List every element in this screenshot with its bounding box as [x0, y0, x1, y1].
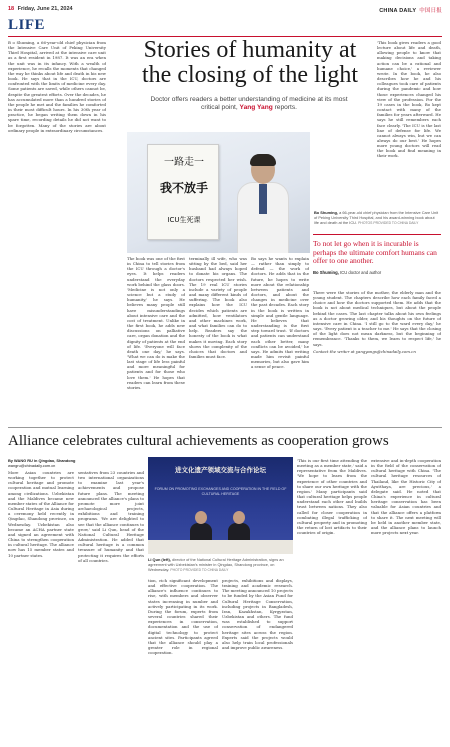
feature-column-6	[377, 40, 441, 208]
contact-label: Contact the writer at	[313, 348, 355, 354]
page-info	[8, 6, 73, 12]
second-column-1	[8, 470, 74, 740]
page-number: 18	[8, 6, 15, 12]
quote-attribution	[313, 270, 441, 275]
deck-suffix: reports.	[274, 104, 297, 111]
second-column-3	[148, 578, 218, 740]
second-column-5	[297, 458, 367, 740]
feature-column-3	[127, 256, 185, 424]
byline-text: By WANG RU in Qingdao, Shandong	[8, 458, 76, 463]
deck-author: Yang Yang	[239, 104, 273, 111]
quote-role: ICU doctor and author	[340, 269, 382, 275]
article-divider	[8, 427, 442, 428]
book-cover-line-2: 我不放手	[159, 181, 208, 195]
feature-col5-text: Bo says he wants to explain — rather than simply to defend — the work of doctors. He adds that in the future, he hopes to write more about the relationship between patients and doctors, and about the changes in medicine over the past decades. Each story in the book is written in simple and gentle language. He believes that understanding is the first step toward trust. 'If doctors and patients can understand each other better, many conflicts can be avoided,' he says. He admits that writing made him revisit painful memories, but also gave him a sense of peace.	[251, 256, 309, 370]
second-col5-text: 'This is our first time attending the meeting as a member state,' said a representative from the Maldives. 'We hope to learn from the experience of other countries and to share our own heritage with the region.' Many participants said that cultural heritage helps people understand each other and builds trust between nations. They also called for closer cooperation in combating illegal trafficking of cultural property and in promoting the return of lost artifacts to their countries of origin.	[297, 458, 367, 536]
caption2-text: director of the National Cultural Heritage Administration, signs an agreement with Uzbekistan's minister in Qingdao, Shandong province, on Wednesday.	[148, 557, 284, 572]
second-col2-text: sentatives from 23 countries and two international organizations to examine last year's achievements and propose future plans. The meeting announced the alliance's plans to promote more joint archaeological projects, exhibitions and training programs. 'We are delighted to see that the alliance continues to grow,' said Li Qun, head of the National Cultural Heritage Administration. He added that cultural heritage is a common treasure of humanity and that protecting it requires the efforts of all countries.	[78, 470, 144, 563]
paper-name-cn: 中国日报	[419, 8, 442, 14]
byline-email[interactable]: wangru@chinadaily.com.cn	[8, 463, 56, 468]
pull-quote	[313, 234, 441, 275]
caption-name: Bo Shuming,	[314, 210, 338, 215]
forum-banner-cn: 进文化遗产领域交流与合作论坛	[175, 466, 266, 474]
second-col1-text: More Asian countries are working together to protect cultural heritage and promote cooperation and mutual learning among civilizations. Uzbekistan and the Maldives became new member states of the Alliance for Cultural Heritage in Asia during a ceremony held recently in Qingdao, Shandong province, on Wednesday. Uzbekistan also became an ACHA partner state and signed an agreement with China to strengthen cooperation in cultural heritage. The alliance now has 15 member states and 10 partner states.	[8, 470, 74, 558]
caption2-credit: PHOTO PROVIDED TO CHINA DAILY	[170, 568, 229, 572]
paper-brand	[379, 6, 442, 14]
book-cover-line-1: 一路走一	[164, 157, 204, 168]
signing-photo	[148, 457, 293, 554]
caption-credit: PHOTOS PROVIDED TO CHINA DAILY	[358, 221, 419, 225]
feature-col6-text: 'This book gives readers a good lecture about life and death, allowing people to know that making decisions and taking action can be a rational and humane choice,' a reviewer wrote. In the book, he also describes how he and his colleagues took care of patients during the pandemic and how those experiences changed his view of the profession. For the 19 cases in the book, Bo kept contact with many of the families for years afterward. He says he still remembers each face clearly. 'The ICU is the last line of defense for life. We cannot always win, but we can always do our best.' He hopes more young doctors will read the book and find meaning in their work.	[377, 40, 441, 159]
feature-col4-text: terminally ill wife, who was sitting by the bed, said her husband had always hoped to donate his organs. The doctors respected her wish. The 19 real ICU stories include a variety of people and many different kinds of suffering. The book also explains how the ICU decides which patients are admitted, how ventilators and other machines work, and what families can do to help. Readers say the honesty of the book is what makes it moving. Each story shows the complexity of the choices that doctors and families must face.	[189, 256, 247, 359]
second-headline: Alliance celebrates cultural achievements as cooperation grows	[8, 433, 389, 449]
feature-column-4	[189, 256, 247, 424]
second-byline	[8, 458, 106, 468]
feature-photo-caption	[314, 210, 440, 226]
feature-deck	[150, 96, 348, 112]
book-photo	[127, 132, 310, 253]
quote-name: Bo Shuming,	[313, 269, 339, 275]
masthead	[8, 6, 442, 16]
feature-col3-text: The book was one of the first in China to tell stories from the ICU through a doctor's eyes. It helps readers understand the everyday work behind the glass doors. 'Medicine is not only a science but a study of humanity,' he says. He believes many people still have misunderstandings about intensive care and the cost of treatment. Unlike in the first book, he adds new discussions on palliative care, organ donation and the dignity of patients at the end of life. 'Everyone will face death one day,' he says. 'What we can do is make the last stage of life less painful and more meaningful for patients and for those who love them.' He hopes that readers can learn from these stories.	[127, 256, 185, 390]
second-col6-text: extensive and in-depth cooperation in the field of the conservation of cultural heritage with China. 'The cultural heritage resources of Thailand, like the Historic City of Ayutthaya, are precious,' a delegate said. He noted that China's experience in cultural heritage conservation has been valuable for Asian countries and that the alliance offers a platform to share it. The next meeting will be held in another member state, and the alliance plans to launch more projects next year.	[371, 458, 441, 536]
deck-text: Doctor offers readers a better understanding of medicine at its most critical point,	[150, 96, 348, 111]
book-cover-line-3: ICU生死课	[167, 216, 201, 224]
feature-headline: Stories of humanity at the closing of the light	[142, 37, 358, 88]
second-column-6	[371, 458, 441, 740]
feature-column-7	[313, 290, 441, 424]
paper-name: CHINA DAILY	[379, 8, 417, 14]
second-column-4	[222, 578, 293, 740]
caption-text: a 66-year-old chief physician from the Intensive Care Unit of Peking University Third Hospital, and his award-winning book about life and death at the ICU.	[314, 210, 439, 225]
second-col4-text: projects, exhibitions and displays, training and academic research. The meeting announced 10 projects to be funded by the Asian Fund for Cultural Heritage Conservation, including projects in Bangladesh, Iran, Kazakhstan, Kyrgyzstan, Uzbekistan and others. The fund was established to support conservation of endangered heritage sites across the region. Experts said the projects would also help train local professionals and improve public awareness.	[222, 578, 293, 651]
forum-banner-en: FORUM ON PROMOTING EXCHANGES AND COOPERATION IN THE FIELD OF CULTURAL HERITAGE	[154, 487, 287, 496]
quote-text: To not let go when it is incurable is perhaps the ultimate comfort humans can offer to one another.	[313, 239, 437, 265]
contact-email[interactable]: yangyangs@chinadaily.com.cn	[355, 348, 416, 354]
book-cover	[147, 144, 219, 240]
issue-date: Friday, June 21, 2024	[17, 6, 73, 12]
feature-column-1	[8, 40, 106, 424]
second-col3-text: tion, rich significant development and effective cooperation. The alliance's influence continues to rise, with members and observer states increasing in number and actively participating in its work. During the forum, experts from several countries shared their experiences in conservation, documentation and the use of digital technology to protect ancient sites. Participants agreed that the alliance should play a greater role in regional cooperation.	[148, 578, 218, 656]
signing-table	[148, 540, 293, 554]
feature-column-5	[251, 256, 309, 424]
caption2-name: Li Qun (left),	[148, 557, 171, 562]
feature-col7-text: There were the stories of the mother, the elderly man and the young student. The chapters describe how each family faced a choice and how the doctors supported them. He adds that the book is not about medical techniques, but about the people behind the cases. The last chapter talks about his own feelings as a doctor growing older, and his thoughts on the future of intensive care in China. 'I still go to the ward every day,' he says. 'Every patient is a teacher to me.' He says that the closing of the light does not mean darkness, but the beginning of remembrance. 'Thanks to them, we learn to respect life,' he says.	[313, 290, 441, 347]
second-photo-caption	[148, 557, 293, 573]
second-column-2	[78, 470, 144, 740]
feature-col1-text: B o Shuming, a 66-year-old chief physician from the Intensive Care Unit of Peking University Third Hospital, arrived at the intensive care unit as a first resident in 1987. It was an era when the unit was in its infancy. With a wealth of experience, he recalls the moments that changed the way he thinks about life and death in his new book. He says that in the ICU, doctors are confronted with the limits of medicine every day. Some patients are saved, while others cannot be, despite the greatest efforts. Over the decades, he has accumulated more than a hundred stories of the people he met and the families he comforted in their most difficult hours. In his 30th year of practice, he began writing them down in his spare time, recording details he did not want to be forgotten. Many of the stories are about ordinary people in extraordinary circumstances.	[8, 40, 106, 133]
doctor-figure	[235, 156, 291, 253]
section-label: LIFE	[8, 17, 46, 33]
